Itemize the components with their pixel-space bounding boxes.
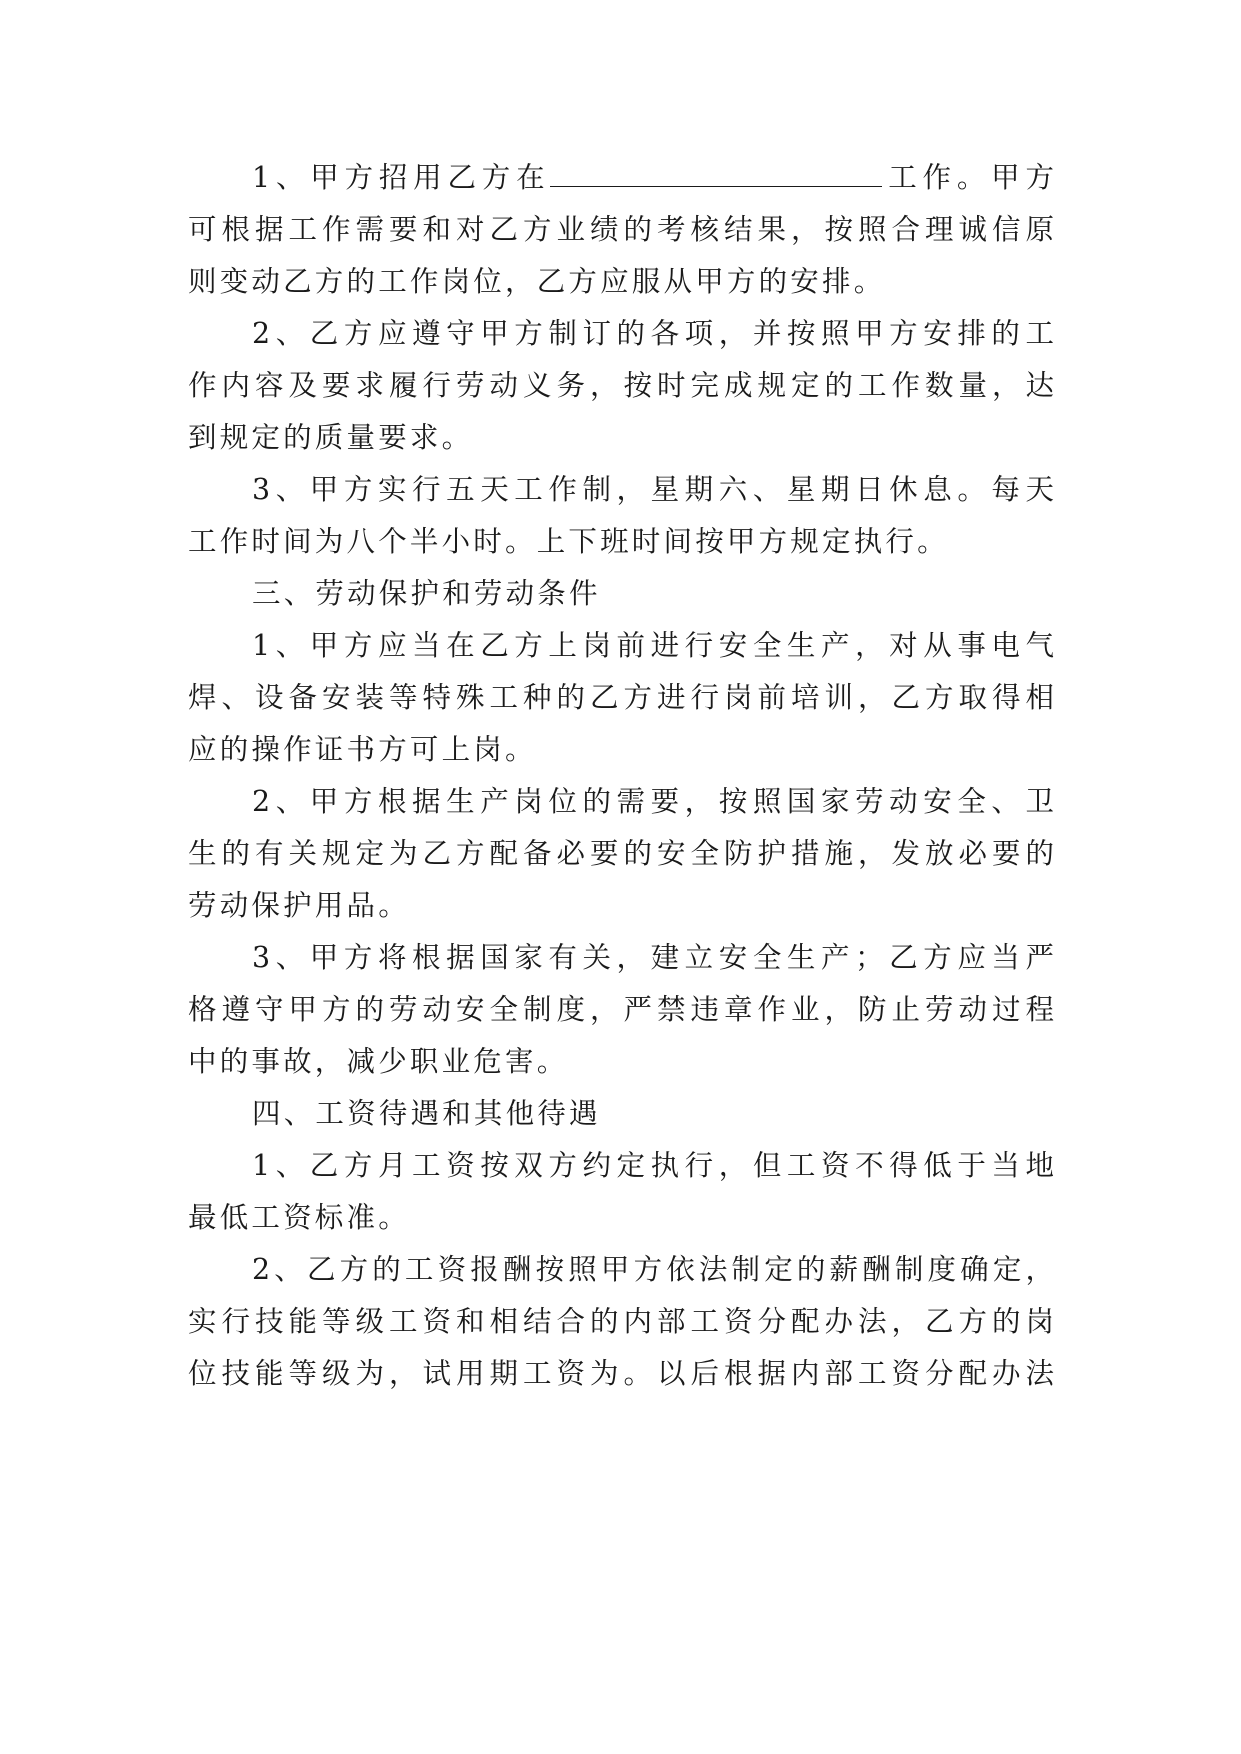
clause-work-1-suffix: 工作。甲方 xyxy=(882,161,1054,194)
clause-protect-1-line-1: 1、甲方应当在乙方上岗前进行安全生产，对从事电气 xyxy=(252,629,1054,662)
clause-work-3-line-2: 工作时间为八个半小时。上下班时间按甲方规定执行。 xyxy=(188,525,949,558)
clause-work-3-line-1: 3、甲方实行五天工作制，星期六、星期日休息。每天 xyxy=(252,473,1054,506)
clause-protect-3-line-3: 中的事故，减少职业危害。 xyxy=(188,1045,569,1078)
clause-work-1-line-3: 则变动乙方的工作岗位，乙方应服从甲方的安排。 xyxy=(188,265,886,298)
clause-wage-2-line-1: 2、乙方的工资报酬按照甲方依法制定的薪酬制度确定， xyxy=(252,1253,1054,1286)
clause-wage-2-line-2: 实行技能等级工资和相结合的内部工资分配办法，乙方的岗 xyxy=(188,1305,1054,1338)
clause-protect-3-line-2: 格遵守甲方的劳动安全制度，严禁违章作业，防止劳动过程 xyxy=(188,993,1054,1026)
clause-work-1-line-2: 可根据工作需要和对乙方业绩的考核结果，按照合理诚信原 xyxy=(188,213,1054,246)
clause-protect-2-line-3: 劳动保护用品。 xyxy=(188,889,410,922)
clause-work-2-line-3: 到规定的质量要求。 xyxy=(188,421,474,454)
section-3-title: 三、劳动保护和劳动条件 xyxy=(252,577,601,610)
clause-work-2-line-2: 作内容及要求履行劳动义务，按时完成规定的工作数量，达 xyxy=(188,369,1054,402)
clause-work-2-line-1: 2、乙方应遵守甲方制订的各项，并按照甲方安排的工 xyxy=(252,317,1054,350)
fill-in-blank xyxy=(550,160,882,187)
clause-work-1-line-1 xyxy=(252,158,1054,198)
clause-wage-1-line-1: 1、乙方月工资按双方约定执行，但工资不得低于当地 xyxy=(252,1149,1054,1182)
clause-work-1-prefix: 1、甲方招用乙方在 xyxy=(252,161,551,194)
clause-protect-1-line-3: 应的操作证书方可上岗。 xyxy=(188,733,537,766)
clause-protect-2-line-1: 2、甲方根据生产岗位的需要，按照国家劳动安全、卫 xyxy=(252,785,1054,818)
clause-protect-3-line-1: 3、甲方将根据国家有关，建立安全生产；乙方应当严 xyxy=(252,941,1054,974)
clause-wage-1-line-2: 最低工资标准。 xyxy=(188,1201,410,1234)
clause-wage-2-line-3: 位技能等级为，试用期工资为。以后根据内部工资分配办法 xyxy=(188,1357,1054,1390)
clause-protect-1-line-2: 焊、设备安装等特殊工种的乙方进行岗前培训，乙方取得相 xyxy=(188,681,1054,714)
clause-protect-2-line-2: 生的有关规定为乙方配备必要的安全防护措施，发放必要的 xyxy=(188,837,1054,870)
section-4-title: 四、工资待遇和其他待遇 xyxy=(252,1097,601,1130)
